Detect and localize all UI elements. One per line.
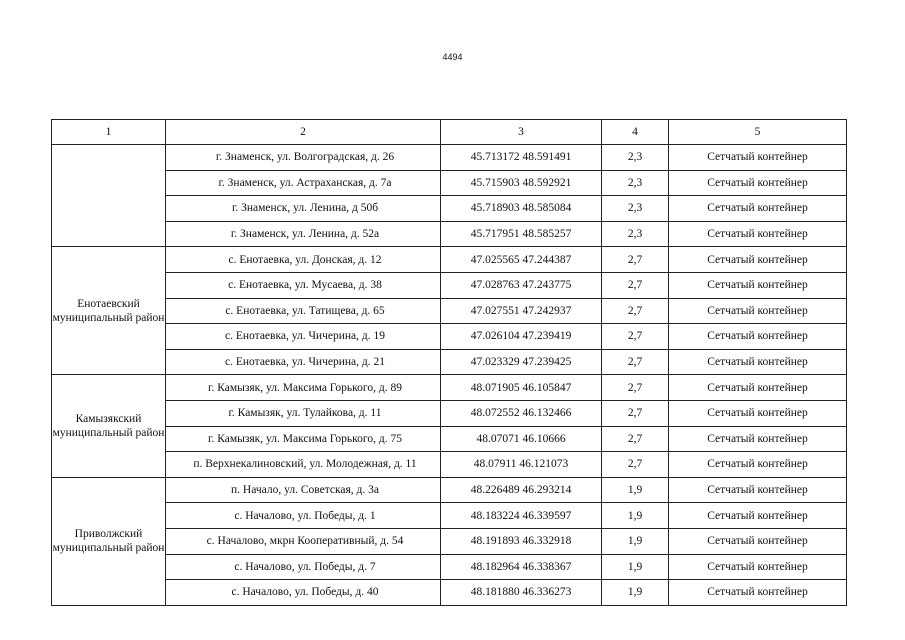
coordinates-cell: 47.026104 47.239419	[441, 324, 602, 350]
address-cell: п. Начало, ул. Советская, д. 3а	[166, 477, 441, 503]
value-cell: 2,7	[602, 452, 669, 478]
container-type-cell: Сетчатый контейнер	[669, 324, 847, 350]
table-row	[52, 477, 847, 503]
container-type-cell: Сетчатый контейнер	[669, 375, 847, 401]
address-cell: г. Камызяк, ул. Максима Горького, д. 89	[166, 375, 441, 401]
coordinates-cell: 45.715903 48.592921	[441, 170, 602, 196]
column-header-5: 5	[669, 120, 847, 145]
table-row	[52, 426, 847, 452]
table-row	[52, 170, 847, 196]
district-cell: Енотаевский муниципальный район	[52, 247, 166, 375]
address-cell: п. Верхнекалиновский, ул. Молодежная, д. 11	[166, 452, 441, 478]
table-row	[52, 554, 847, 580]
container-type-cell: Сетчатый контейнер	[669, 349, 847, 375]
coordinates-cell: 47.023329 47.239425	[441, 349, 602, 375]
coordinates-cell: 47.027551 47.242937	[441, 298, 602, 324]
address-cell: г. Знаменск, ул. Ленина, д. 52а	[166, 221, 441, 247]
address-cell: с. Енотаевка, ул. Чичерина, д. 21	[166, 349, 441, 375]
container-type-cell: Сетчатый контейнер	[669, 452, 847, 478]
coordinates-cell: 48.181880 46.336273	[441, 580, 602, 606]
coordinates-cell: 48.07911 46.121073	[441, 452, 602, 478]
container-type-cell: Сетчатый контейнер	[669, 503, 847, 529]
value-cell: 2,3	[602, 221, 669, 247]
address-cell: с. Началово, мкрн Кооперативный, д. 54	[166, 528, 441, 554]
coordinates-cell: 48.182964 46.338367	[441, 554, 602, 580]
table-row	[52, 349, 847, 375]
coordinates-cell: 48.183224 46.339597	[441, 503, 602, 529]
container-type-cell: Сетчатый контейнер	[669, 426, 847, 452]
address-cell: с. Енотаевка, ул. Донская, д. 12	[166, 247, 441, 273]
coordinates-cell: 47.028763 47.243775	[441, 272, 602, 298]
value-cell: 1,9	[602, 554, 669, 580]
container-type-cell: Сетчатый контейнер	[669, 221, 847, 247]
value-cell: 1,9	[602, 528, 669, 554]
value-cell: 2,7	[602, 349, 669, 375]
table-row	[52, 247, 847, 273]
address-cell: с. Енотаевка, ул. Чичерина, д. 19	[166, 324, 441, 350]
address-cell: г. Знаменск, ул. Волгоградская, д. 26	[166, 145, 441, 171]
table-row	[52, 528, 847, 554]
table-row	[52, 324, 847, 350]
coordinates-cell: 45.717951 48.585257	[441, 221, 602, 247]
coordinates-cell: 47.025565 47.244387	[441, 247, 602, 273]
coordinates-cell: 48.07071 46.10666	[441, 426, 602, 452]
table-row	[52, 298, 847, 324]
district-cell	[52, 145, 166, 247]
table-row	[52, 452, 847, 478]
table-row	[52, 503, 847, 529]
address-cell: г. Камызяк, ул. Максима Горького, д. 75	[166, 426, 441, 452]
address-cell: с. Енотаевка, ул. Татищева, д. 65	[166, 298, 441, 324]
column-header-2: 2	[166, 120, 441, 145]
container-type-cell: Сетчатый контейнер	[669, 298, 847, 324]
address-cell: с. Началово, ул. Победы, д. 40	[166, 580, 441, 606]
table-body	[52, 145, 847, 606]
header-row	[52, 120, 847, 145]
value-cell: 2,3	[602, 196, 669, 222]
address-cell: с. Енотаевка, ул. Мусаева, д. 38	[166, 272, 441, 298]
value-cell: 2,7	[602, 375, 669, 401]
table-row	[52, 400, 847, 426]
coordinates-cell: 45.718903 48.585084	[441, 196, 602, 222]
value-cell: 2,7	[602, 298, 669, 324]
value-cell: 1,9	[602, 477, 669, 503]
container-type-cell: Сетчатый контейнер	[669, 477, 847, 503]
value-cell: 2,7	[602, 247, 669, 273]
coordinates-cell: 45.713172 48.591491	[441, 145, 602, 171]
value-cell: 2,7	[602, 272, 669, 298]
container-type-cell: Сетчатый контейнер	[669, 528, 847, 554]
container-type-cell: Сетчатый контейнер	[669, 196, 847, 222]
address-cell: с. Началово, ул. Победы, д. 7	[166, 554, 441, 580]
container-type-cell: Сетчатый контейнер	[669, 400, 847, 426]
coordinates-cell: 48.226489 46.293214	[441, 477, 602, 503]
value-cell: 2,7	[602, 426, 669, 452]
table-row	[52, 196, 847, 222]
value-cell: 2,3	[602, 170, 669, 196]
container-type-cell: Сетчатый контейнер	[669, 145, 847, 171]
address-cell: с. Началово, ул. Победы, д. 1	[166, 503, 441, 529]
value-cell: 2,7	[602, 400, 669, 426]
table-row	[52, 580, 847, 606]
value-cell: 2,7	[602, 324, 669, 350]
container-type-cell: Сетчатый контейнер	[669, 272, 847, 298]
column-header-1: 1	[52, 120, 166, 145]
district-cell: Камызякский муниципальный район	[52, 375, 166, 477]
page-number: 4494	[442, 52, 463, 62]
table-row	[52, 272, 847, 298]
column-header-4: 4	[602, 120, 669, 145]
value-cell: 1,9	[602, 503, 669, 529]
container-type-cell: Сетчатый контейнер	[669, 247, 847, 273]
coordinates-cell: 48.072552 46.132466	[441, 400, 602, 426]
district-cell: Приволжский муниципальный район	[52, 477, 166, 605]
address-cell: г. Знаменск, ул. Ленина, д 50б	[166, 196, 441, 222]
value-cell: 2,3	[602, 145, 669, 171]
container-type-cell: Сетчатый контейнер	[669, 170, 847, 196]
table-row	[52, 145, 847, 171]
address-cell: г. Камызяк, ул. Тулайкова, д. 11	[166, 400, 441, 426]
container-type-cell: Сетчатый контейнер	[669, 580, 847, 606]
coordinates-cell: 48.071905 46.105847	[441, 375, 602, 401]
container-type-cell: Сетчатый контейнер	[669, 554, 847, 580]
column-header-3: 3	[441, 120, 602, 145]
address-cell: г. Знаменск, ул. Астраханская, д. 7а	[166, 170, 441, 196]
container-sites-table	[51, 119, 847, 606]
value-cell: 1,9	[602, 580, 669, 606]
table-row	[52, 375, 847, 401]
coordinates-cell: 48.191893 46.332918	[441, 528, 602, 554]
table-row	[52, 221, 847, 247]
